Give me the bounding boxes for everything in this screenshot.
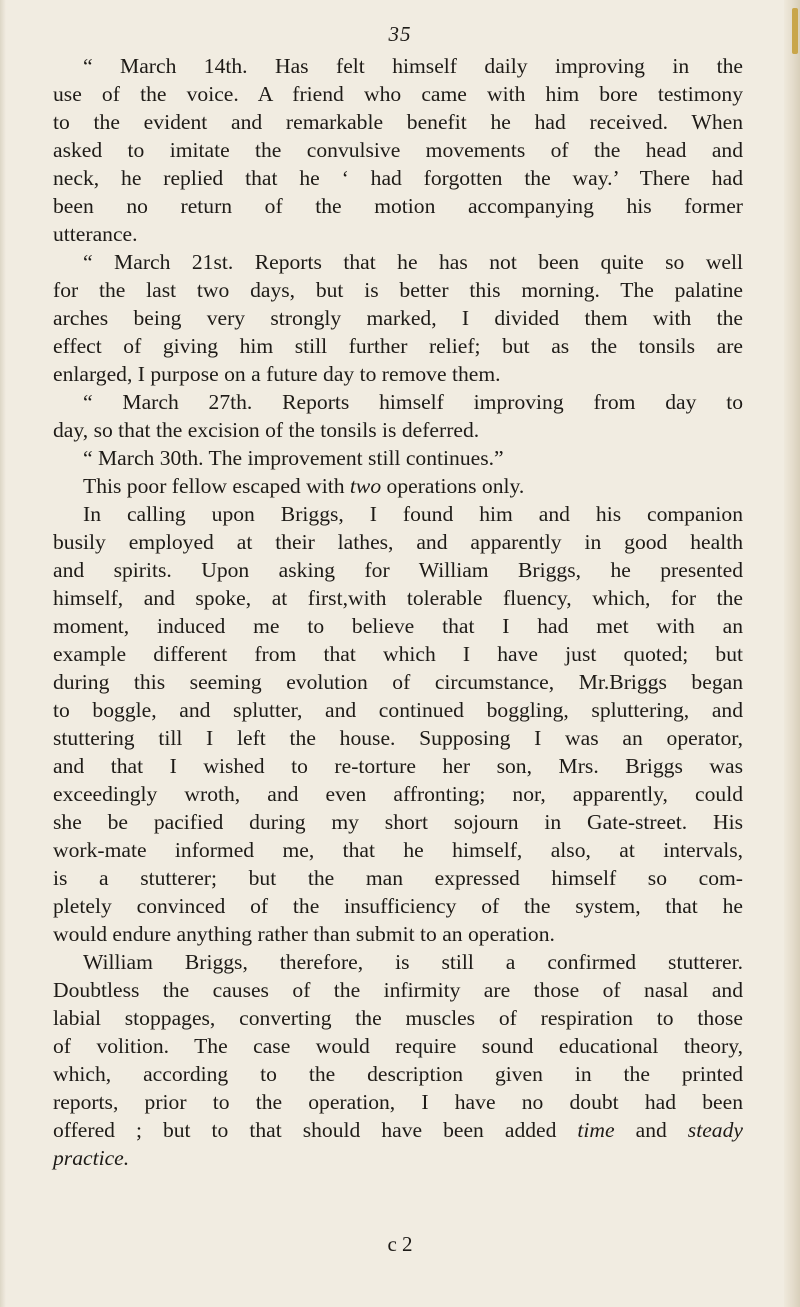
text-line: moment, induced me to believe that I had met with an: [53, 614, 743, 638]
text-line: enlarged, I purpose on a future day to remove them.: [53, 362, 501, 386]
text-line: busily employed at their lathes, and apparently in good health: [53, 530, 743, 554]
text-line: “ March 14th. Has felt himself daily improving in the: [83, 54, 743, 78]
text-line: offered ; but to that should have been added time and steady: [53, 1118, 743, 1142]
text-line: In calling upon Briggs, I found him and his companion: [83, 502, 743, 526]
text-line: effect of giving him still further relief; but as the tonsils are: [53, 334, 743, 358]
text-line: during this seeming evolution of circumstance, Mr.Briggs began: [53, 670, 743, 694]
text-line: “ March 21st. Reports that he has not been quite so well: [83, 250, 743, 274]
text-line: practice.: [53, 1146, 130, 1170]
text-line: exceedingly wroth, and even affronting; nor, apparently, could: [53, 782, 743, 806]
text-line: “ March 27th. Reports himself improving from day to: [83, 390, 743, 414]
page-gutter-shadow: [0, 0, 6, 1307]
text-line: been no return of the motion accompanying his former: [53, 194, 743, 218]
text-line: is a stutterer; but the man expressed himself so com-: [53, 866, 743, 890]
text-line: use of the voice. A friend who came with him bore testimony: [53, 82, 743, 106]
text-line: “ March 30th. The improvement still continues.”: [83, 446, 504, 470]
page-edge: [784, 0, 800, 1307]
page-number: 35: [388, 22, 412, 46]
text-line: which, according to the description given in the printed: [53, 1062, 743, 1086]
text-line: pletely convinced of the insufficiency of the system, that he: [53, 894, 743, 918]
text-line: reports, prior to the operation, I have no doubt had been: [53, 1090, 743, 1114]
text-line: utterance.: [53, 222, 138, 246]
text-line: would endure anything rather than submit to an operation.: [53, 922, 555, 946]
text-line: This poor fellow escaped with two operations only.: [83, 474, 525, 498]
text-line: and that I wished to re-torture her son, Mrs. Briggs was: [53, 754, 743, 778]
text-line: labial stoppages, converting the muscles of respiration to those: [53, 1006, 743, 1030]
text-line: neck, he replied that he ‘ had forgotten the way.’ There had: [53, 166, 743, 190]
text-line: day, so that the excision of the tonsils is deferred.: [53, 418, 480, 442]
text-line: asked to imitate the convulsive movements of the head and: [53, 138, 743, 162]
text-line: and spirits. Upon asking for William Briggs, he presented: [53, 558, 743, 582]
text-line: to boggle, and splutter, and continued boggling, spluttering, and: [53, 698, 743, 722]
text-line: arches being very strongly marked, I divided them with the: [53, 306, 743, 330]
text-line: for the last two days, but is better this morning. The palatine: [53, 278, 743, 302]
text-line: stuttering till I left the house. Supposing I was an operator,: [53, 726, 743, 750]
text-line: example different from that which I have just quoted; but: [53, 642, 743, 666]
text-line: work-mate informed me, that he himself, also, at intervals,: [53, 838, 743, 862]
body-text: [53, 52, 743, 1172]
text-line: Doubtless the causes of the infirmity are those of nasal and: [53, 978, 743, 1002]
text-line: to the evident and remarkable benefit he had received. When: [53, 110, 743, 134]
text-line: of volition. The case would require sound educational theory,: [53, 1034, 743, 1058]
text-line: himself, and spoke, at first,with tolerable fluency, which, for the: [53, 586, 743, 610]
signature-mark: c 2: [387, 1232, 413, 1256]
text-line: William Briggs, therefore, is still a confirmed stutterer.: [83, 950, 743, 974]
text-line: she be pacified during my short sojourn in Gate-street. His: [53, 810, 743, 834]
